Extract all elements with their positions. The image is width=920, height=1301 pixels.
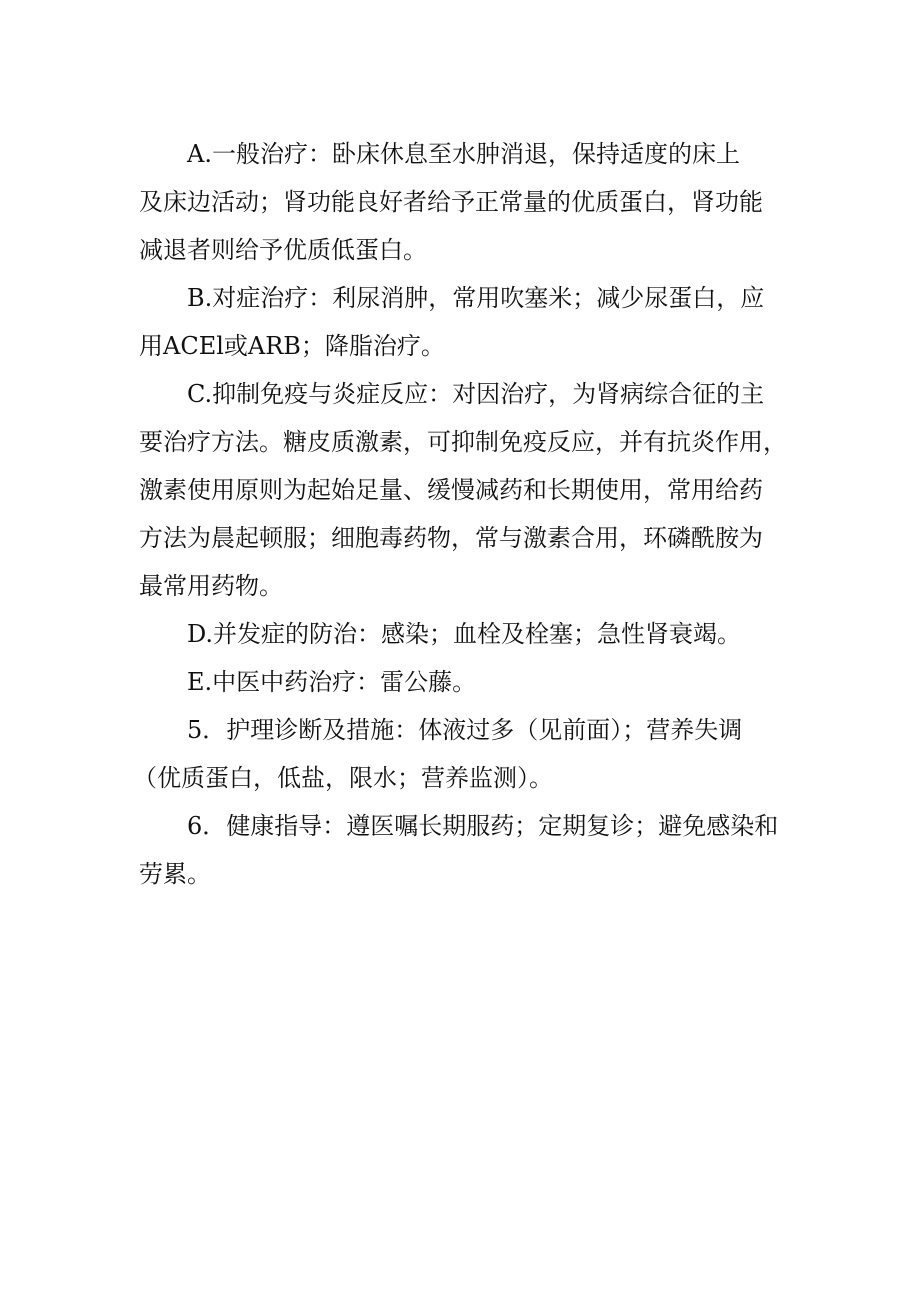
paragraph-health-guidance — [139, 802, 789, 898]
paragraph-immune-suppression — [139, 370, 789, 610]
text-line: A.一般治疗：卧床休息至水肿消退，保持适度的床上 — [187, 140, 740, 168]
paragraph-general-treatment — [139, 130, 789, 274]
text-line: （优质蛋白，低盐，限水；营养监测）。 — [133, 764, 553, 792]
paragraph-symptomatic-treatment — [139, 274, 789, 370]
text-line: 6．健康指导：遵医嘱长期服药；定期复诊；避免感染和 — [187, 812, 779, 840]
paragraph-complications — [139, 610, 789, 658]
paragraph-tcm-treatment — [139, 658, 789, 706]
text-line: D.并发症的防治：感染；血栓及栓塞；急性肾衰竭。 — [187, 620, 742, 648]
text-line: C.抑制免疫与炎症反应：对因治疗，为肾病综合征的主 — [187, 380, 765, 408]
paragraph-nursing-diagnosis — [133, 706, 789, 802]
text-line: E.中医中药治疗：雷公藤。 — [187, 668, 477, 696]
text-line: 要治疗方法。糖皮质激素，可抑制免疫反应，并有抗炎作用， — [139, 428, 787, 456]
text-line: 用ACEl或ARB；降脂治疗。 — [139, 332, 445, 360]
text-line: 方法为晨起顿服；细胞毒药物，常与激素合用，环磷酰胺为 — [139, 524, 763, 552]
document-body — [133, 130, 789, 898]
text-line: 激素使用原则为起始足量、缓慢减药和长期使用，常用给药 — [139, 476, 763, 504]
text-line: 最常用药物。 — [139, 572, 283, 600]
text-line: 5．护理诊断及措施：体液过多（见前面）；营养失调 — [187, 716, 743, 744]
text-line: B.对症治疗：利尿消肿，常用吹塞米；减少尿蛋白，应 — [187, 284, 765, 312]
text-line: 减退者则给予优质低蛋白。 — [139, 236, 427, 264]
text-line: 劳累。 — [139, 860, 211, 888]
text-line: 及床边活动；肾功能良好者给予正常量的优质蛋白，肾功能 — [139, 188, 763, 216]
